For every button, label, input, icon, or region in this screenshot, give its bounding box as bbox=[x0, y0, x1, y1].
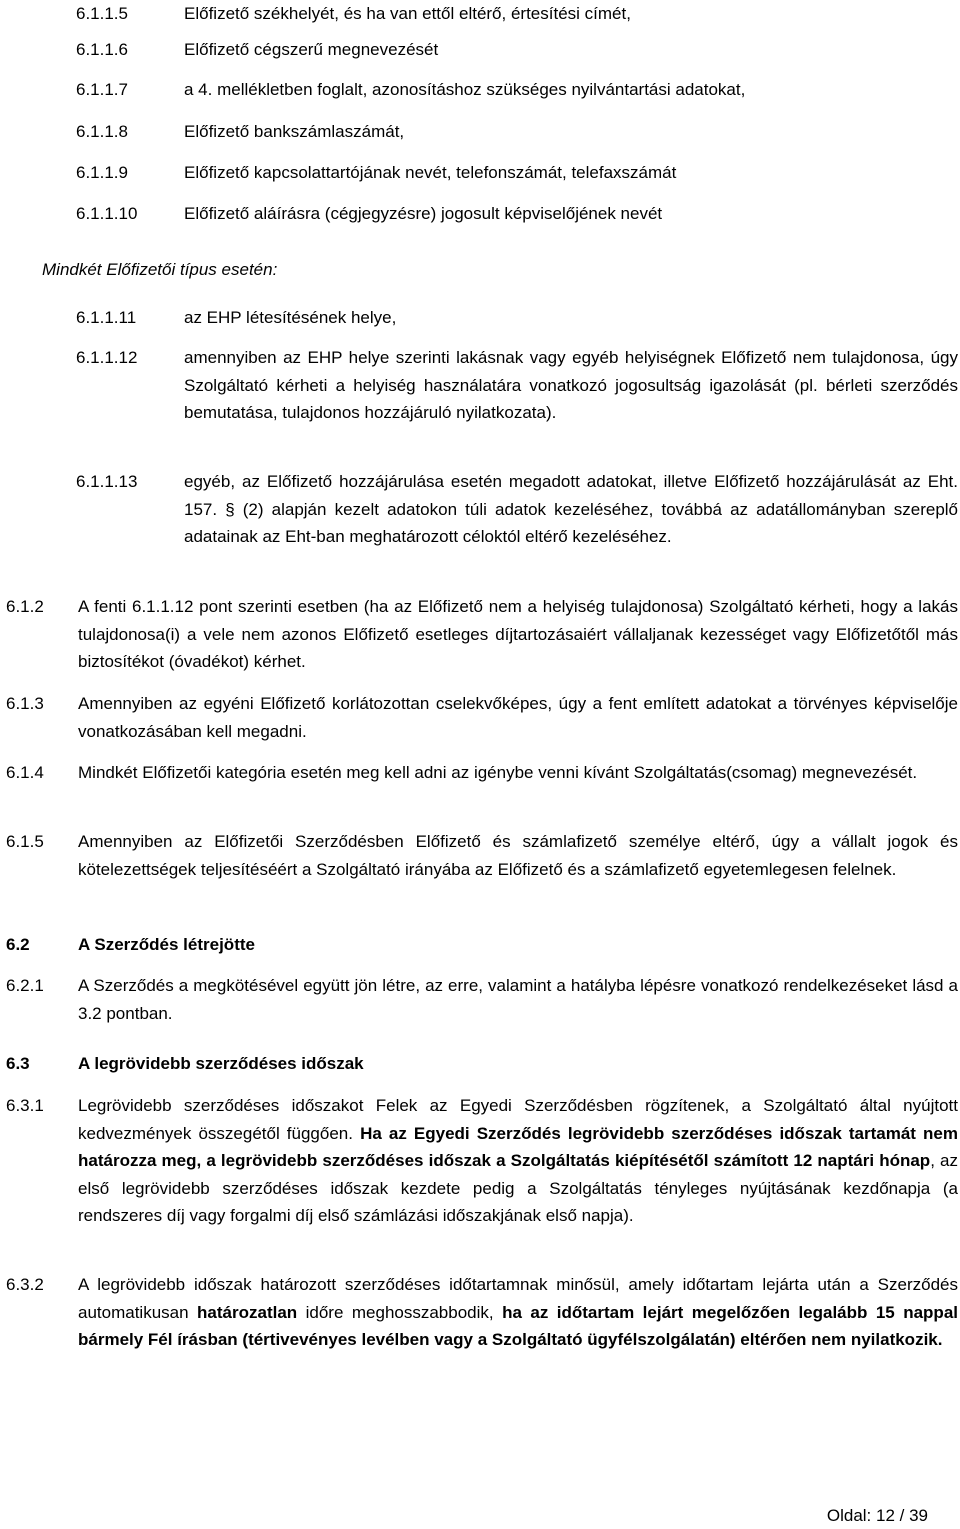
item-text: a 4. mellékletben foglalt, azonosításhoz szükséges nyilvántartási adatokat, bbox=[184, 80, 746, 99]
paragraph-6-1-2 bbox=[6, 593, 958, 676]
item-number: 6.1.1.13 bbox=[76, 472, 138, 491]
list-item bbox=[76, 159, 946, 187]
list-item bbox=[76, 76, 946, 104]
paragraph-number: 6.1.3 bbox=[6, 694, 44, 713]
paragraph-text: Amennyiben az egyéni Előfizető korlátozottan cselekvőképes, úgy a fent említett adatokat a törvényes képviselője vonatkozásában kell megadni. bbox=[78, 694, 958, 741]
list-item bbox=[76, 36, 946, 64]
paragraph-text-bold: ha az időtartam lejárt megelőzően legalább 15 nappal bármely Fél írásban (tértivevényes levélben vagy a Szolgáltató ügyfélszolgálatán) eltérően nem nyilatkozik. bbox=[78, 1302, 958, 1349]
item-text: Előfizető bankszámlaszámát, bbox=[184, 122, 405, 141]
paragraph-text-bold: Ha az Egyedi Szerződés legrövidebb szerződéses időszak tartamát nem határozza meg, a legrövidebb szerződéses időszak a Szolgáltatás kiépítésétől számított 12 naptári hónap bbox=[78, 1123, 958, 1170]
item-text: Előfizető aláírásra (cégjegyzésre) jogosult képviselőjének nevét bbox=[184, 204, 663, 223]
item-text: Előfizető székhelyét, és ha van ettől eltérő, értesítési címét, bbox=[184, 4, 631, 23]
item-number: 6.1.1.10 bbox=[76, 204, 138, 223]
list-item bbox=[76, 118, 946, 146]
subheading bbox=[42, 256, 277, 284]
item-text: Előfizető kapcsolattartójának nevét, telefonszámát, telefaxszámát bbox=[184, 163, 677, 182]
section-heading-6-3 bbox=[6, 1050, 958, 1078]
heading-text: A Szerződés létrejötte bbox=[78, 935, 255, 954]
item-text: amennyiben az EHP helye szerinti lakásnak vagy egyéb helyiségnek Előfizető nem tulajdonosa, úgy Szolgáltató kérheti a helyiség használatára vonatkozó jogosultság igazolását (pl. bérleti szerződés bemutatása, tulajdonos hozzájáruló nyilatkozata). bbox=[184, 348, 958, 422]
paragraph-number: 6.2.1 bbox=[6, 976, 44, 995]
paragraph-6-3-1 bbox=[6, 1092, 958, 1230]
page-number: Oldal: 12 / 39 bbox=[826, 1506, 928, 1525]
paragraph-number: 6.3.1 bbox=[6, 1096, 44, 1115]
paragraph-6-1-3 bbox=[6, 690, 958, 745]
item-number: 6.1.1.9 bbox=[76, 163, 128, 182]
paragraph-number: 6.1.2 bbox=[6, 597, 44, 616]
paragraph-text-plain: időre meghosszabbodik, bbox=[305, 1302, 494, 1322]
paragraph-number: 6.1.4 bbox=[6, 763, 44, 782]
paragraph-text: A Szerződés a megkötésével együtt jön létre, az erre, valamint a hatályba lépésre vonatkozó rendelkezéseket lásd a 3.2 pontban. bbox=[78, 976, 958, 1023]
paragraph-6-3-2 bbox=[6, 1271, 958, 1354]
paragraph-number: 6.3.2 bbox=[6, 1275, 44, 1294]
paragraph-text: Amennyiben az Előfizetői Szerződésben Előfizető és számlafizető személye eltérő, úgy a vállalt jogok és kötelezettségek teljesítéséért a Szolgáltató irányába az Előfizető és a számlafizető egyetemlegesen felelnek. bbox=[78, 832, 958, 879]
item-number: 6.1.1.7 bbox=[76, 80, 128, 99]
paragraph-6-2-1 bbox=[6, 972, 958, 1027]
paragraph-text bbox=[78, 1092, 958, 1230]
item-number: 6.1.1.8 bbox=[76, 122, 128, 141]
item-text: egyéb, az Előfizető hozzájárulása esetén megadott adatokat, illetve Előfizető hozzájárulását az Eht. 157. § (2) alapján kezelt adatokon túli adatok kezeléséhez, továbbá az adatállományban szereplő adatainak az Eht-ban meghatározott céloktól eltérő kezeléséhez. bbox=[184, 472, 958, 546]
item-text: az EHP létesítésének helye, bbox=[184, 308, 397, 327]
list-item bbox=[76, 0, 946, 28]
heading-text: A legrövidebb szerződéses időszak bbox=[78, 1054, 364, 1073]
list-item bbox=[76, 304, 958, 332]
item-number: 6.1.1.6 bbox=[76, 40, 128, 59]
list-item bbox=[76, 200, 946, 228]
section-heading-6-2 bbox=[6, 931, 958, 959]
paragraph-text: Mindkét Előfizetői kategória esetén meg kell adni az igénybe venni kívánt Szolgáltatás(csomag) megnevezését. bbox=[78, 763, 918, 782]
paragraph-6-1-4 bbox=[6, 759, 958, 787]
list-item bbox=[76, 468, 958, 551]
list-item bbox=[76, 344, 958, 427]
paragraph-text-plain: , az első legrövidebb szerződéses időszak kezdete pedig a Szolgáltatás tényleges nyújtásának kezdőnapja (a rendszeres díj vagy forgalmi díj első számlázási időszakjának első napja). bbox=[78, 1151, 958, 1225]
heading-number: 6.3 bbox=[6, 1054, 30, 1073]
item-number: 6.1.1.5 bbox=[76, 4, 128, 23]
paragraph-text-plain: Legrövidebb szerződéses időszakot Felek az Egyedi Szerződésben rögzítenek, a Szolgáltató által nyújtott kedvezmények összegétől függően. bbox=[78, 1096, 958, 1143]
paragraph-6-1-5 bbox=[6, 828, 958, 883]
heading-number: 6.2 bbox=[6, 935, 30, 954]
subheading-text: Mindkét Előfizetői típus esetén: bbox=[42, 260, 278, 279]
item-number: 6.1.1.12 bbox=[76, 348, 138, 367]
paragraph-number: 6.1.5 bbox=[6, 832, 44, 851]
paragraph-text-plain: A legrövidebb időszak határozott szerződéses időtartamnak minősül, amely időtartam lejárta után a Szerződés automatikusan bbox=[78, 1275, 958, 1322]
paragraph-text-bold: határozatlan bbox=[197, 1302, 298, 1322]
paragraph-text bbox=[78, 1271, 958, 1354]
paragraph-text: A fenti 6.1.1.12 pont szerinti esetben (ha az Előfizető nem a helyiség tulajdonosa) Szolgáltató kérheti, hogy a lakás tulajdonosa(i) a vele nem azonos Előfizető esetleges díjtartozásaiért vállaljanak kezességet vagy Előfizetőtől más biztosítékot (óvadékot) kérhet. bbox=[78, 597, 958, 671]
item-text: Előfizető cégszerű megnevezését bbox=[184, 40, 439, 59]
item-number: 6.1.1.11 bbox=[76, 308, 137, 327]
